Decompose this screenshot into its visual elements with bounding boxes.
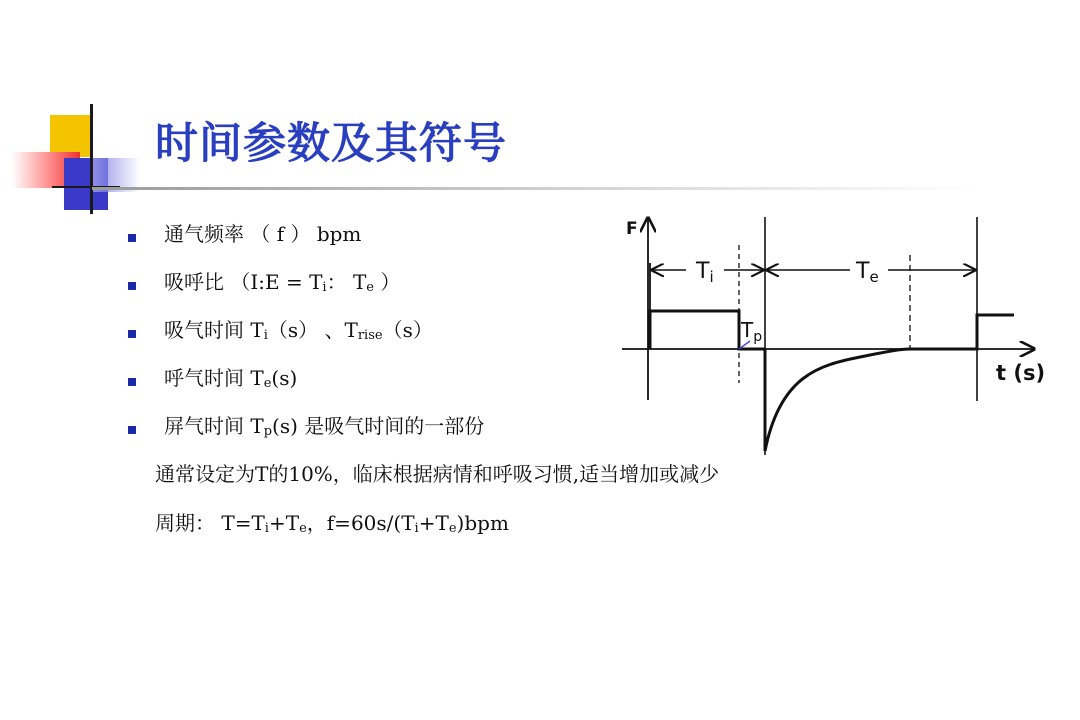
bullet-item-pause-time xyxy=(128,408,484,456)
subscript: p xyxy=(263,424,273,439)
subscript: i xyxy=(414,521,419,536)
bullet-text: (s) 是吸气时间的一部份 xyxy=(272,414,485,438)
bullet-text: ： T xyxy=(326,270,367,294)
note-text: +T xyxy=(418,511,449,535)
ti-label: Ti xyxy=(696,259,714,286)
subscript: i xyxy=(263,328,268,343)
subscript: e xyxy=(299,521,307,536)
bullet-text: 呼气时间 T xyxy=(164,366,264,390)
bullet-square-icon xyxy=(128,330,136,338)
bullet-square-icon xyxy=(128,234,136,242)
note-period xyxy=(155,507,509,536)
subscript: i xyxy=(322,280,327,295)
note-text: ，f=60s/(T xyxy=(306,511,415,535)
deco-vertical-line xyxy=(90,104,93,214)
bullet-item-expiratory-time xyxy=(128,360,484,408)
bullet-item-ie-ratio xyxy=(128,264,484,312)
bullet-text: 吸气时间 T xyxy=(164,318,264,342)
note-setting: 通常设定为T的10%，临床根据病情和呼吸习惯,适当增加或减少 xyxy=(155,462,720,486)
bullet-item-frequency xyxy=(128,216,484,264)
subscript: e xyxy=(366,280,374,295)
waveform-diagram xyxy=(600,205,1060,465)
bullet-list xyxy=(128,216,484,456)
bullet-text: 屏气时间 T xyxy=(164,414,264,438)
slide-title: 时间参数及其符号 xyxy=(155,119,507,169)
subscript: e xyxy=(263,376,272,391)
bullet-text: （s） 、T xyxy=(267,318,358,342)
deco-yellow-square xyxy=(50,115,92,157)
note-text: +T xyxy=(268,511,300,535)
subscript: e xyxy=(448,521,457,536)
f-axis-label: F xyxy=(626,219,638,239)
bullet-text: 通气频率 （ f ） bpm xyxy=(164,222,362,246)
note-text: )bpm xyxy=(456,511,509,535)
bullet-text: （s） xyxy=(382,318,433,342)
tp-label: $T_p$ xyxy=(741,318,763,345)
bullet-item-inspiratory-time xyxy=(128,312,484,360)
te-label: Te xyxy=(856,259,879,286)
subscript: i xyxy=(264,521,269,536)
note-text: 周期： T=T xyxy=(155,511,265,535)
bullet-square-icon xyxy=(128,378,136,386)
bullet-text: (s) xyxy=(271,366,298,390)
bullet-square-icon xyxy=(128,282,136,290)
bullet-text: ） xyxy=(374,270,401,294)
bullet-square-icon xyxy=(128,426,136,434)
t-axis-label: t (s) xyxy=(996,361,1046,385)
bullet-text: 吸呼比 （I:E = T xyxy=(164,270,323,294)
subscript: rise xyxy=(357,328,383,343)
title-rule xyxy=(92,187,980,190)
